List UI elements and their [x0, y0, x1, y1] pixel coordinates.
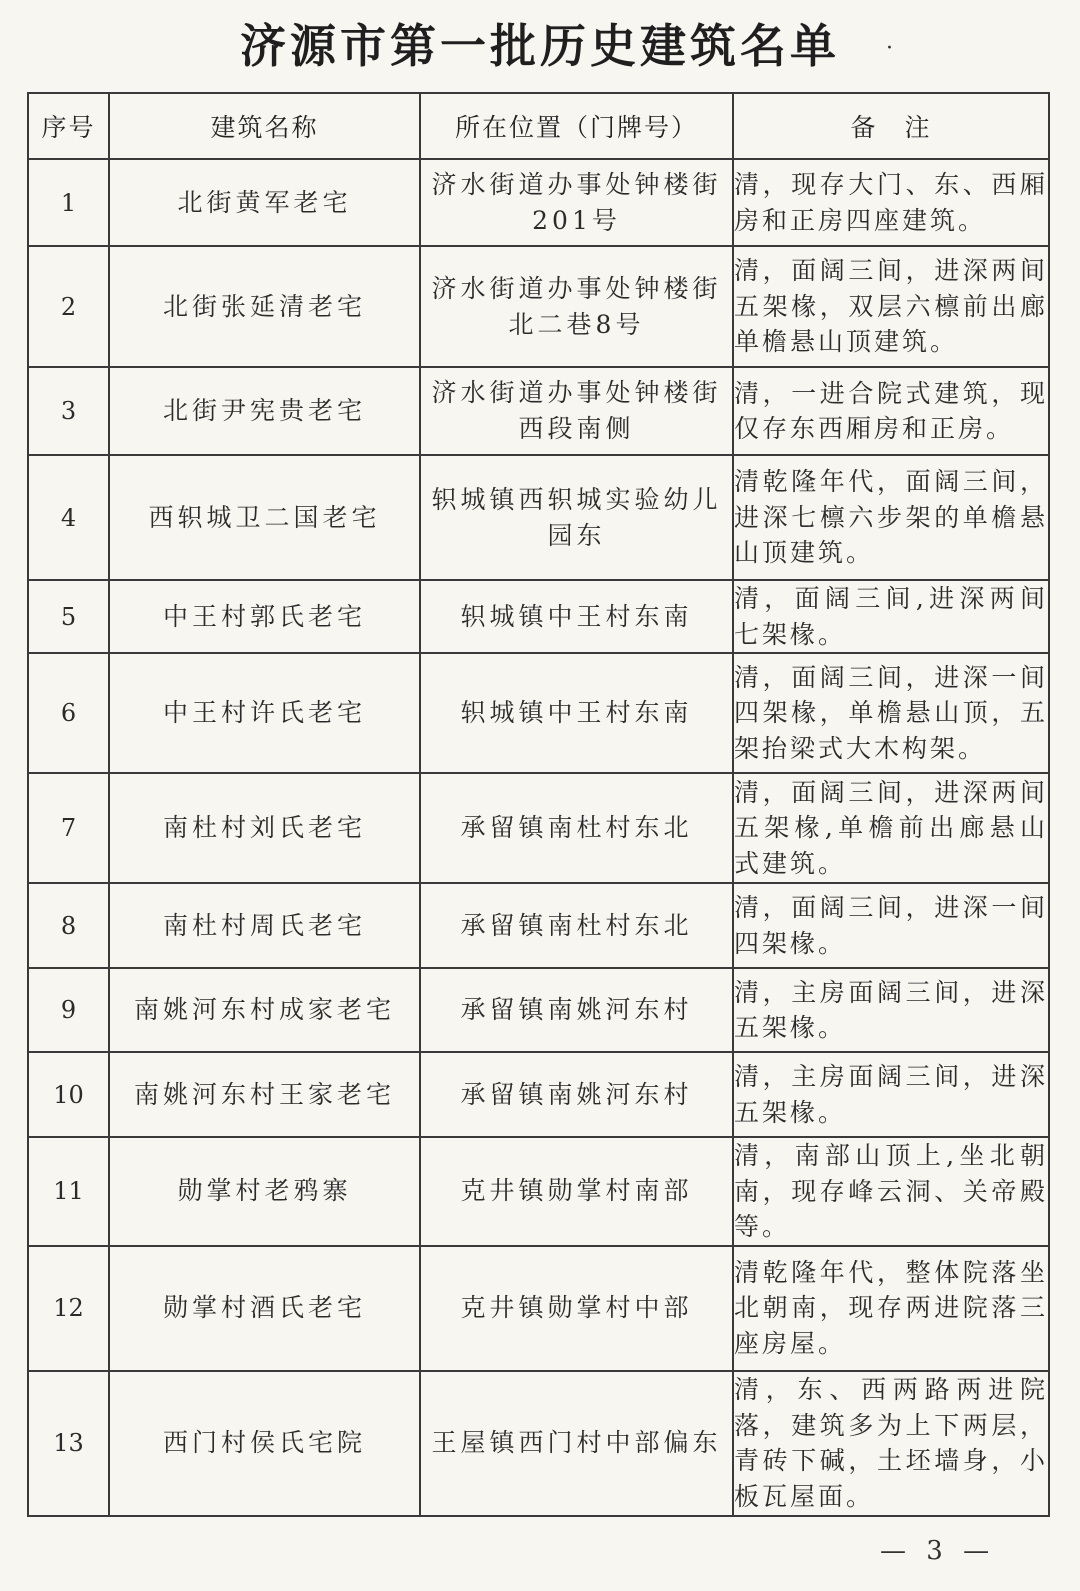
header-note: 备 注: [733, 93, 1049, 159]
cell-name: 南姚河东村王家老宅: [109, 1052, 420, 1137]
cell-seq: 2: [28, 246, 109, 367]
table-row: [28, 367, 1049, 455]
cell-name: 勋掌村老鸦寨: [109, 1137, 420, 1246]
cell-note: 清，面阔三间，进深一间四架椽。: [733, 883, 1049, 968]
title-mark: ·: [886, 36, 893, 61]
cell-seq: 6: [28, 653, 109, 773]
header-name: 建筑名称: [109, 93, 420, 159]
cell-location: 轵城镇中王村东南: [420, 580, 733, 653]
cell-seq: 7: [28, 773, 109, 883]
cell-note: 清，面阔三间，进深两间五架椽，双层六檩前出廊单檐悬山顶建筑。: [733, 246, 1049, 367]
cell-seq: 8: [28, 883, 109, 968]
cell-location: 轵城镇中王村东南: [420, 653, 733, 773]
table-row: [28, 1246, 1049, 1371]
cell-name: 北街张延清老宅: [109, 246, 420, 367]
header-seq: 序号: [28, 93, 109, 159]
cell-name: 勋掌村酒氏老宅: [109, 1246, 420, 1371]
cell-note: 清，主房面阔三间，进深五架椽。: [733, 1052, 1049, 1137]
cell-seq: 1: [28, 159, 109, 246]
cell-note: 清，面阔三间,进深两间七架椽。: [733, 580, 1049, 653]
cell-name: 北街尹宪贵老宅: [109, 367, 420, 455]
cell-seq: 13: [28, 1371, 109, 1516]
historic-buildings-table: [27, 92, 1050, 1517]
table-row: [28, 1371, 1049, 1516]
cell-note: 清，面阔三间，进深一间四架椽，单檐悬山顶，五架抬梁式大木构架。: [733, 653, 1049, 773]
cell-note: 清，东、西两路两进院落，建筑多为上下两层，青砖下碱，土坯墙身，小板瓦屋面。: [733, 1371, 1049, 1516]
cell-name: 中王村许氏老宅: [109, 653, 420, 773]
table-row: [28, 455, 1049, 580]
cell-location: 王屋镇西门村中部偏东: [420, 1371, 733, 1516]
header-location: 所在位置（门牌号）: [420, 93, 733, 159]
table-row: [28, 1052, 1049, 1137]
cell-note: 清乾隆年代，面阔三间，进深七檩六步架的单檐悬山顶建筑。: [733, 455, 1049, 580]
cell-name: 北街黄军老宅: [109, 159, 420, 246]
cell-seq: 4: [28, 455, 109, 580]
cell-seq: 11: [28, 1137, 109, 1246]
cell-name: 西门村侯氏宅院: [109, 1371, 420, 1516]
table-row: [28, 968, 1049, 1052]
table-row: [28, 246, 1049, 367]
cell-location: 济水街道办事处钟楼街北二巷8号: [420, 246, 733, 367]
cell-location: 承留镇南姚河东村: [420, 1052, 733, 1137]
cell-note: 清，一进合院式建筑，现仅存东西厢房和正房。: [733, 367, 1049, 455]
cell-note: 清，现存大门、东、西厢房和正房四座建筑。: [733, 159, 1049, 246]
table-row: [28, 580, 1049, 653]
table-row: [28, 653, 1049, 773]
cell-name: 南杜村周氏老宅: [109, 883, 420, 968]
cell-note: 清，主房面阔三间，进深五架椽。: [733, 968, 1049, 1052]
cell-seq: 10: [28, 1052, 109, 1137]
document-title: 济源市第一批历史建筑名单: [240, 19, 840, 73]
table-header-row: [28, 93, 1049, 159]
cell-note: 清，南部山顶上,坐北朝南，现存峰云洞、关帝殿等。: [733, 1137, 1049, 1246]
table-row: [28, 883, 1049, 968]
cell-note: 清，面阔三间，进深两间五架椽,单檐前出廊悬山式建筑。: [733, 773, 1049, 883]
page-number: — 3 —: [880, 1536, 996, 1566]
cell-name: 南杜村刘氏老宅: [109, 773, 420, 883]
cell-seq: 9: [28, 968, 109, 1052]
cell-location: 济水街道办事处钟楼街西段南侧: [420, 367, 733, 455]
cell-location: 济水街道办事处钟楼街201号: [420, 159, 733, 246]
cell-seq: 3: [28, 367, 109, 455]
cell-name: 南姚河东村成家老宅: [109, 968, 420, 1052]
cell-location: 承留镇南杜村东北: [420, 773, 733, 883]
cell-name: 西轵城卫二国老宅: [109, 455, 420, 580]
table-row: [28, 1137, 1049, 1246]
cell-seq: 5: [28, 580, 109, 653]
cell-name: 中王村郭氏老宅: [109, 580, 420, 653]
cell-location: 承留镇南杜村东北: [420, 883, 733, 968]
cell-location: 轵城镇西轵城实验幼儿园东: [420, 455, 733, 580]
cell-note: 清乾隆年代，整体院落坐北朝南，现存两进院落三座房屋。: [733, 1246, 1049, 1371]
cell-location: 克井镇勋掌村中部: [420, 1246, 733, 1371]
table-row: [28, 159, 1049, 246]
cell-seq: 12: [28, 1246, 109, 1371]
cell-location: 克井镇勋掌村南部: [420, 1137, 733, 1246]
cell-location: 承留镇南姚河东村: [420, 968, 733, 1052]
table-row: [28, 773, 1049, 883]
